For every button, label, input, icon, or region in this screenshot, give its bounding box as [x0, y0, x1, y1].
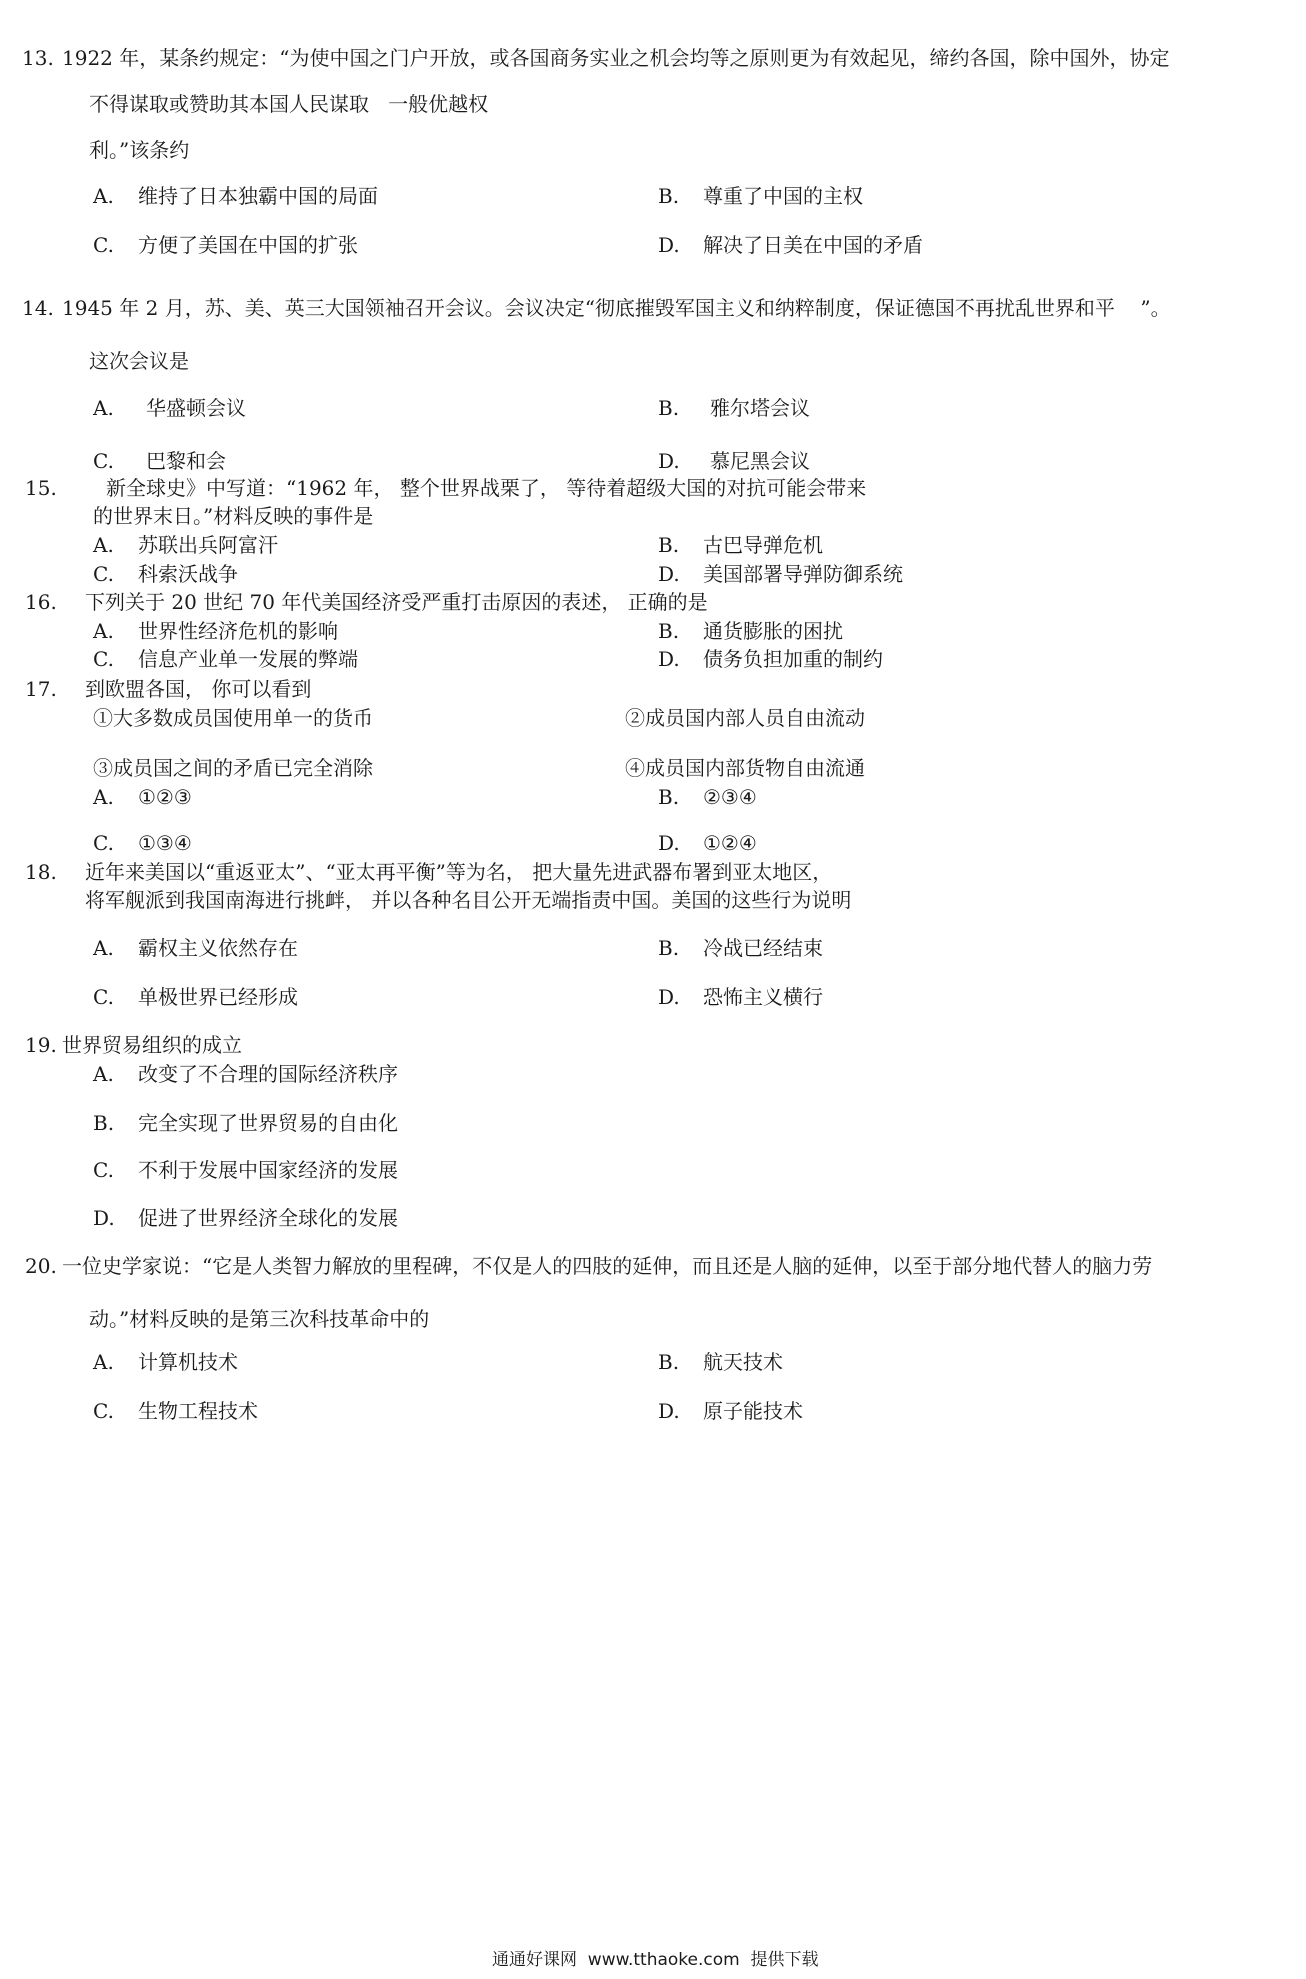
q20-option-d-text: 原子能技术: [703, 1399, 803, 1423]
q20-stem-line-2: 动。”材料反映的是第三次科技革命中的: [89, 1307, 430, 1331]
q16-option-c-label: C.: [93, 647, 114, 671]
q13-stem-line-3: 利。”该条约: [89, 138, 190, 162]
footer-source-text: 通通好课网 www.tthaoke.com 提供下载: [492, 1950, 819, 1970]
q17-option-b-text: ②③④: [703, 785, 757, 809]
q13-number: 13.: [22, 46, 54, 70]
q13-option-c-label: C.: [93, 233, 114, 257]
q14-option-d-text: 慕尼黑会议: [710, 449, 810, 473]
q19-option-a-label: A.: [93, 1062, 114, 1086]
q14-option-c-label: C.: [93, 449, 114, 473]
q20-option-c-text: 生物工程技术: [138, 1399, 258, 1423]
q16-option-b-label: B.: [658, 619, 680, 643]
q20-option-d-label: D.: [658, 1399, 680, 1423]
q20-option-c-label: C.: [93, 1399, 114, 1423]
q19-option-b-label: B.: [93, 1111, 115, 1135]
q16-option-a-text: 世界性经济危机的影响: [138, 619, 338, 643]
q16-option-a-label: A.: [93, 619, 114, 643]
q20-number: 20.: [25, 1254, 57, 1278]
q15-number: 15.: [25, 476, 57, 500]
q15-option-c-label: C.: [93, 562, 114, 586]
q17-option-d-text: ①②④: [703, 831, 757, 855]
q19-option-c-label: C.: [93, 1158, 114, 1182]
q18-option-b-text: 冷战已经结束: [703, 936, 823, 960]
q15-option-a-label: A.: [93, 533, 114, 557]
q15-option-d-text: 美国部署导弹防御系统: [703, 562, 903, 586]
q13-option-a-label: A.: [93, 184, 114, 208]
q19-option-d-label: D.: [93, 1206, 115, 1230]
q13-option-c-text: 方便了美国在中国的扩张: [138, 233, 358, 257]
q14-option-a-label: A.: [93, 396, 114, 420]
q19-stem-line-1: 世界贸易组织的成立: [62, 1033, 242, 1057]
q13-option-a-text: 维持了日本独霸中国的局面: [138, 184, 378, 208]
q15-option-b-label: B.: [658, 533, 680, 557]
q16-option-d-text: 债务负担加重的制约: [703, 647, 883, 671]
q17-item-4: ④成员国内部货物自由流通: [625, 756, 865, 780]
q18-stem-line-1: 近年来美国以“重返亚太”、“亚太再平衡”等为名， 把大量先进武器布署到亚太地区，: [85, 860, 833, 884]
q17-item-3: ③成员国之间的矛盾已完全消除: [93, 756, 373, 780]
q17-number: 17.: [25, 677, 57, 701]
q18-number: 18.: [25, 860, 57, 884]
q17-option-d-label: D.: [658, 831, 680, 855]
q17-option-c-text: ①③④: [138, 831, 192, 855]
q14-option-c-text: 巴黎和会: [146, 449, 226, 473]
q19-option-a-text: 改变了不合理的国际经济秩序: [138, 1062, 398, 1086]
q15-option-c-text: 科索沃战争: [138, 562, 238, 586]
q17-option-b-label: B.: [658, 785, 680, 809]
q14-number: 14.: [22, 296, 54, 320]
q20-option-a-label: A.: [93, 1350, 114, 1374]
q14-option-d-label: D.: [658, 449, 680, 473]
q20-stem-line-1: 一位史学家说：“它是人类智力解放的里程碑，不仅是人的四肢的延伸，而且还是人脑的延伸，以至于部分地代替人的脑力劳: [62, 1254, 1153, 1278]
q14-option-b-label: B.: [658, 396, 680, 420]
q13-option-d-text: 解决了日美在中国的矛盾: [703, 233, 923, 257]
q17-option-c-label: C.: [93, 831, 114, 855]
q18-option-a-label: A.: [93, 936, 114, 960]
q19-option-b-text: 完全实现了世界贸易的自由化: [138, 1111, 398, 1135]
q18-option-c-text: 单极世界已经形成: [138, 985, 298, 1009]
q13-stem-line-1: 1922 年，某条约规定：“为使中国之门户开放，或各国商务实业之机会均等之原则更为有效起见，缔约各国，除中国外，协定: [62, 46, 1170, 70]
q15-option-d-label: D.: [658, 562, 680, 586]
q14-option-a-text: 华盛顿会议: [146, 396, 246, 420]
q17-stem-line-1: 到欧盟各国， 你可以看到: [85, 677, 312, 701]
q18-option-a-text: 霸权主义依然存在: [138, 936, 298, 960]
q18-option-c-label: C.: [93, 985, 114, 1009]
q16-number: 16.: [25, 590, 57, 614]
q14-option-b-text: 雅尔塔会议: [710, 396, 810, 420]
q15-stem-line-1: 新全球史》中写道：“1962 年， 整个世界战栗了， 等待着超级大国的对抗可能会带来: [106, 476, 867, 500]
q16-stem-line-1: 下列关于 20 世纪 70 年代美国经济受严重打击原因的表述， 正确的是: [85, 590, 708, 614]
q17-option-a-label: A.: [93, 785, 114, 809]
q15-option-a-text: 苏联出兵阿富汗: [138, 533, 278, 557]
q14-stem-line-1: 1945 年 2 月，苏、美、英三大国领袖召开会议。会议决定“彻底摧毁军国主义和纳粹制度，保证德国不再扰乱世界和平 ”。: [62, 296, 1171, 320]
q18-option-d-text: 恐怖主义横行: [703, 985, 823, 1009]
q20-option-b-label: B.: [658, 1350, 680, 1374]
q13-option-d-label: D.: [658, 233, 680, 257]
q15-stem-line-2: 的世界末日。”材料反映的事件是: [93, 504, 374, 528]
q18-option-b-label: B.: [658, 936, 680, 960]
q16-option-c-text: 信息产业单一发展的弊端: [138, 647, 358, 671]
q13-option-b-label: B.: [658, 184, 680, 208]
q13-option-b-text: 尊重了中国的主权: [703, 184, 863, 208]
q20-option-b-text: 航天技术: [703, 1350, 783, 1374]
q17-option-a-text: ①②③: [138, 785, 192, 809]
q17-item-2: ②成员国内部人员自由流动: [625, 706, 865, 730]
q15-option-b-text: 古巴导弹危机: [703, 533, 823, 557]
q19-option-c-text: 不利于发展中国家经济的发展: [138, 1158, 398, 1182]
q18-option-d-label: D.: [658, 985, 680, 1009]
q16-option-d-label: D.: [658, 647, 680, 671]
q16-option-b-text: 通货膨胀的困扰: [703, 619, 843, 643]
q19-option-d-text: 促进了世界经济全球化的发展: [138, 1206, 398, 1230]
q19-number: 19.: [25, 1033, 57, 1057]
q17-item-1: ①大多数成员国使用单一的货币: [93, 706, 373, 730]
q14-stem-line-2: 这次会议是: [89, 349, 189, 373]
q18-stem-line-2: 将军舰派到我国南海进行挑衅， 并以各种名目公开无端指责中国。美国的这些行为说明: [85, 888, 852, 912]
q20-option-a-text: 计算机技术: [138, 1350, 238, 1374]
q13-stem-line-2: 不得谋取或赞助其本国人民谋取 一般优越权: [89, 92, 489, 116]
